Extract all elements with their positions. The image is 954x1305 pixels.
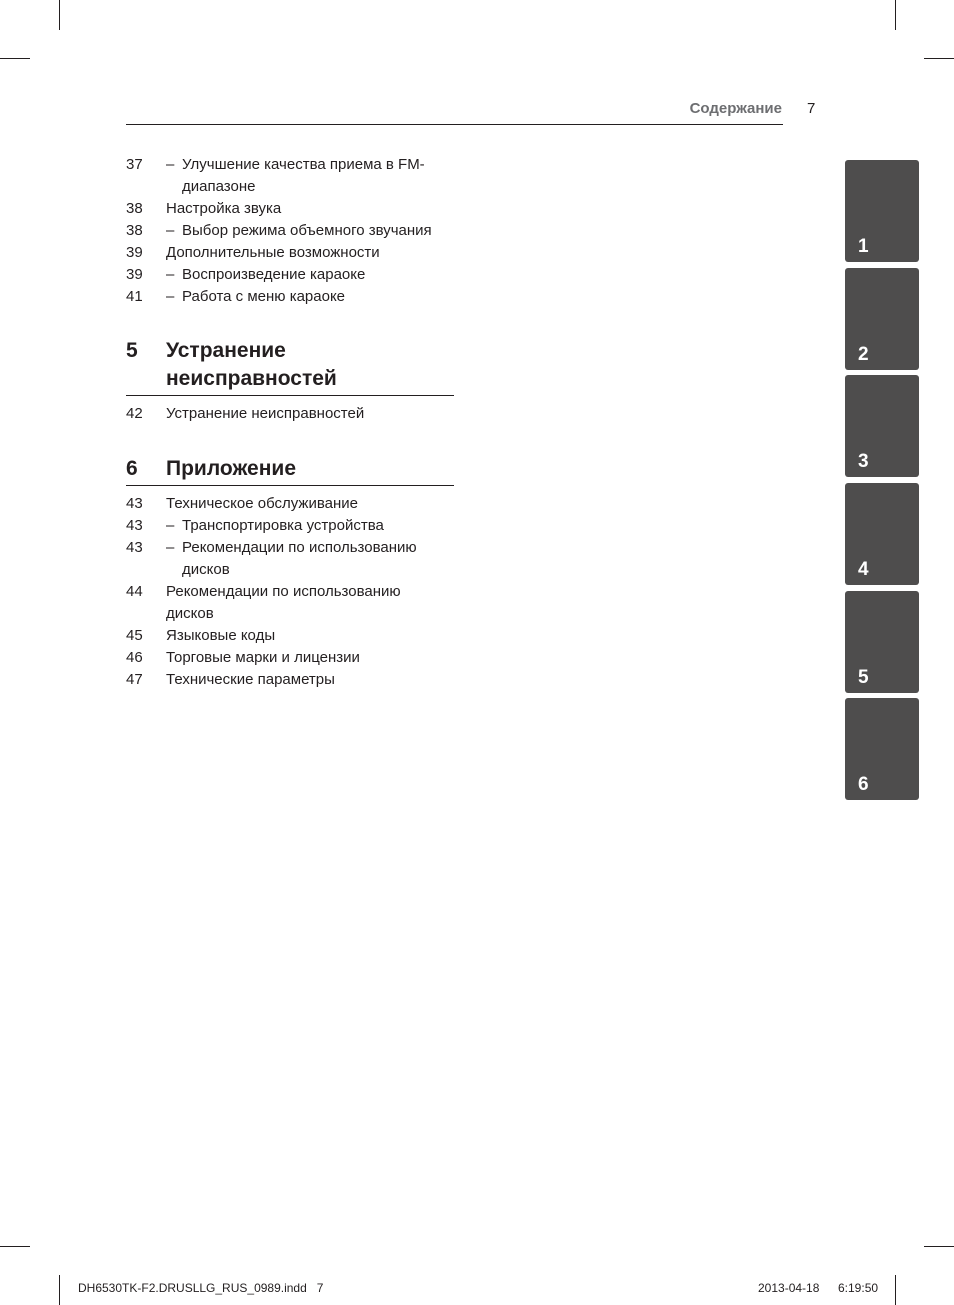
toc-dash: – xyxy=(166,222,175,239)
toc-page-number: 43 xyxy=(126,495,143,512)
toc-page-number: 38 xyxy=(126,200,143,217)
crop-mark xyxy=(59,0,60,30)
toc-entry[interactable] xyxy=(126,220,456,242)
toc-entry-text-cont: диапазоне xyxy=(182,178,256,195)
crop-mark xyxy=(924,1246,954,1247)
toc-dash: – xyxy=(166,266,175,283)
toc-entry-text: Транспортировка устройства xyxy=(182,517,384,534)
chapter-tab-4[interactable] xyxy=(845,483,919,585)
chapter-tab-number: 4 xyxy=(858,559,869,580)
toc-page-number: 39 xyxy=(126,244,143,261)
toc-entry-text: Рекомендации по использованию xyxy=(182,539,417,556)
toc-page-number: 45 xyxy=(126,627,143,644)
toc-entry[interactable] xyxy=(126,515,456,537)
footer-date: 2013-04-18 xyxy=(758,1281,820,1295)
toc-section-6 xyxy=(126,493,456,691)
section-heading-5[interactable] xyxy=(126,337,454,396)
section-title: Устранение xyxy=(166,339,286,362)
crop-mark xyxy=(924,58,954,59)
crop-mark xyxy=(895,0,896,30)
toc-dash: – xyxy=(166,156,175,173)
toc-entry-text: Воспроизведение караоке xyxy=(182,266,366,283)
section-title: Приложение xyxy=(166,457,297,480)
toc-entry-text: Техническое обслуживание xyxy=(166,495,358,512)
toc-page-number: 43 xyxy=(126,517,143,534)
crop-mark xyxy=(0,58,30,59)
toc-dash: – xyxy=(166,517,175,534)
toc-page-number: 39 xyxy=(126,266,143,283)
chapter-tab-5[interactable] xyxy=(845,591,919,693)
section-number: 6 xyxy=(126,457,138,480)
page-number: 7 xyxy=(807,100,816,117)
toc-page-number: 41 xyxy=(126,288,143,305)
header-divider xyxy=(126,124,783,125)
footer-file-name: DH6530TK-F2.DRUSLLG_RUS_0989.indd 7 xyxy=(78,1281,324,1295)
toc-entry[interactable] xyxy=(126,625,456,647)
section-title-cont: неисправностей xyxy=(166,367,337,390)
chapter-tab-number: 2 xyxy=(858,344,869,365)
toc-entry-text: Торговые марки и лицензии xyxy=(166,649,360,666)
crop-mark xyxy=(0,1246,30,1247)
chapter-tab-number: 3 xyxy=(858,451,869,472)
toc-page-number: 46 xyxy=(126,649,143,666)
toc-page-number: 43 xyxy=(126,539,143,556)
toc-entry[interactable] xyxy=(126,286,456,308)
toc-entry-text: Дополнительные возможности xyxy=(166,244,380,261)
toc-entry-text: Рекомендации по использованию xyxy=(166,583,401,600)
toc-page-number: 42 xyxy=(126,405,143,422)
toc-entry-text: Устранение неисправностей xyxy=(166,405,365,422)
toc-entry-text: Работа с меню караоке xyxy=(182,288,346,305)
toc-page-number: 44 xyxy=(126,583,143,600)
toc-dash: – xyxy=(166,539,175,556)
toc-entry[interactable] xyxy=(126,264,456,286)
toc-entry[interactable] xyxy=(126,581,456,625)
page-title: Содержание xyxy=(689,100,782,117)
chapter-tab-2[interactable] xyxy=(845,268,919,370)
crop-mark xyxy=(59,1275,60,1305)
toc-page-number: 47 xyxy=(126,671,143,688)
footer-time: 6:19:50 xyxy=(838,1281,879,1295)
toc-entry-text-cont: дисков xyxy=(166,605,214,622)
toc-entry-text: Выбор режима объемного звучания xyxy=(182,222,432,239)
toc-page-number: 37 xyxy=(126,156,143,173)
chapter-tab-number: 5 xyxy=(858,667,869,688)
toc-entry[interactable] xyxy=(126,403,456,425)
toc-entry[interactable] xyxy=(126,154,456,198)
toc-entry[interactable] xyxy=(126,493,456,515)
toc-entry-text: Языковые коды xyxy=(166,627,276,644)
toc-entry-text: Настройка звука xyxy=(166,200,282,217)
toc-entry-text: Технические параметры xyxy=(166,671,335,688)
toc-entry-text-cont: дисков xyxy=(182,561,230,578)
crop-mark xyxy=(895,1275,896,1305)
toc-entry[interactable] xyxy=(126,198,456,220)
toc-entry[interactable] xyxy=(126,242,456,264)
chapter-tab-1[interactable] xyxy=(845,160,919,262)
toc-section-4-continuation xyxy=(126,154,456,308)
toc-entry[interactable] xyxy=(126,647,456,669)
toc-dash: – xyxy=(166,288,175,305)
section-number: 5 xyxy=(126,339,138,362)
toc-entry[interactable] xyxy=(126,537,456,581)
chapter-tab-6[interactable] xyxy=(845,698,919,800)
chapter-tab-number: 1 xyxy=(858,236,869,257)
chapter-tab-3[interactable] xyxy=(845,375,919,477)
toc-entry[interactable] xyxy=(126,669,456,691)
chapter-tab-number: 6 xyxy=(858,774,869,795)
toc-page-number: 38 xyxy=(126,222,143,239)
section-heading-6[interactable] xyxy=(126,455,454,486)
toc-entry-text: Улучшение качества приема в FM- xyxy=(182,156,425,173)
toc-section-5 xyxy=(126,403,456,425)
